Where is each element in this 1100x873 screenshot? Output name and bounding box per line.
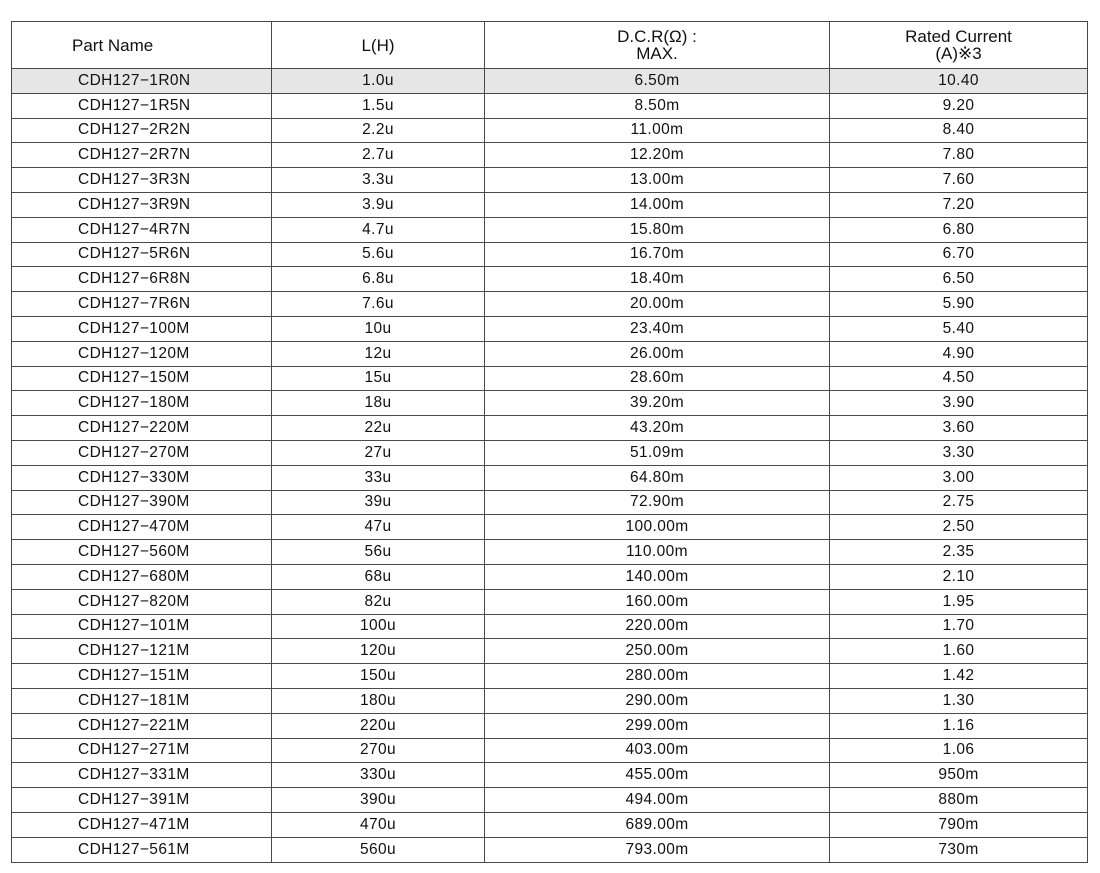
cell-part-name: CDH127−270M xyxy=(12,440,272,465)
table-row xyxy=(12,738,1088,763)
cell-part-name: CDH127−330M xyxy=(12,465,272,490)
cell-dcr: 455.00m xyxy=(485,763,830,788)
cell-rated-current: 9.20 xyxy=(830,93,1088,118)
table-row xyxy=(12,564,1088,589)
header-part-name: Part Name xyxy=(12,22,272,69)
cell-part-name: CDH127−121M xyxy=(12,639,272,664)
cell-dcr: 14.00m xyxy=(485,192,830,217)
cell-dcr: 12.20m xyxy=(485,143,830,168)
cell-rated-current: 4.50 xyxy=(830,366,1088,391)
cell-inductance: 330u xyxy=(272,763,485,788)
cell-part-name: CDH127−150M xyxy=(12,366,272,391)
cell-inductance: 39u xyxy=(272,490,485,515)
cell-rated-current: 6.50 xyxy=(830,267,1088,292)
cell-dcr: 100.00m xyxy=(485,515,830,540)
cell-part-name: CDH127−1R0N xyxy=(12,69,272,94)
cell-rated-current: 6.80 xyxy=(830,217,1088,242)
table-row xyxy=(12,366,1088,391)
header-dcr-line1: D.C.R(Ω) : xyxy=(617,27,697,46)
cell-inductance: 4.7u xyxy=(272,217,485,242)
cell-inductance: 56u xyxy=(272,540,485,565)
table-row xyxy=(12,192,1088,217)
cell-part-name: CDH127−120M xyxy=(12,341,272,366)
cell-rated-current: 2.50 xyxy=(830,515,1088,540)
cell-dcr: 220.00m xyxy=(485,614,830,639)
cell-part-name: CDH127−391M xyxy=(12,788,272,813)
cell-part-name: CDH127−561M xyxy=(12,837,272,862)
table-row xyxy=(12,217,1088,242)
cell-rated-current: 2.75 xyxy=(830,490,1088,515)
table-row xyxy=(12,837,1088,862)
header-row xyxy=(12,22,1088,69)
table-row xyxy=(12,614,1088,639)
cell-rated-current: 2.10 xyxy=(830,564,1088,589)
cell-inductance: 1.0u xyxy=(272,69,485,94)
header-rated-line1: Rated Current xyxy=(905,27,1012,46)
cell-dcr: 26.00m xyxy=(485,341,830,366)
cell-dcr: 20.00m xyxy=(485,292,830,317)
cell-dcr: 290.00m xyxy=(485,688,830,713)
table-row xyxy=(12,639,1088,664)
cell-rated-current: 7.60 xyxy=(830,168,1088,193)
cell-rated-current: 3.00 xyxy=(830,465,1088,490)
cell-inductance: 3.9u xyxy=(272,192,485,217)
cell-rated-current: 6.70 xyxy=(830,242,1088,267)
cell-part-name: CDH127−180M xyxy=(12,391,272,416)
cell-dcr: 403.00m xyxy=(485,738,830,763)
table-row xyxy=(12,143,1088,168)
cell-inductance: 1.5u xyxy=(272,93,485,118)
cell-part-name: CDH127−181M xyxy=(12,688,272,713)
cell-inductance: 6.8u xyxy=(272,267,485,292)
cell-rated-current: 4.90 xyxy=(830,341,1088,366)
cell-inductance: 68u xyxy=(272,564,485,589)
cell-inductance: 270u xyxy=(272,738,485,763)
cell-part-name: CDH127−471M xyxy=(12,812,272,837)
cell-part-name: CDH127−390M xyxy=(12,490,272,515)
cell-inductance: 2.7u xyxy=(272,143,485,168)
inductor-spec-table xyxy=(11,21,1088,863)
cell-inductance: 120u xyxy=(272,639,485,664)
cell-rated-current: 1.42 xyxy=(830,664,1088,689)
table-row xyxy=(12,465,1088,490)
cell-dcr: 160.00m xyxy=(485,589,830,614)
cell-part-name: CDH127−470M xyxy=(12,515,272,540)
cell-part-name: CDH127−4R7N xyxy=(12,217,272,242)
cell-dcr: 11.00m xyxy=(485,118,830,143)
cell-part-name: CDH127−1R5N xyxy=(12,93,272,118)
table-row xyxy=(12,589,1088,614)
cell-part-name: CDH127−560M xyxy=(12,540,272,565)
cell-rated-current: 8.40 xyxy=(830,118,1088,143)
cell-inductance: 150u xyxy=(272,664,485,689)
cell-inductance: 390u xyxy=(272,788,485,813)
cell-part-name: CDH127−2R2N xyxy=(12,118,272,143)
cell-dcr: 299.00m xyxy=(485,713,830,738)
cell-part-name: CDH127−680M xyxy=(12,564,272,589)
header-rated-line2: (A)※3 xyxy=(935,44,982,63)
table-row xyxy=(12,440,1088,465)
cell-rated-current: 950m xyxy=(830,763,1088,788)
cell-rated-current: 880m xyxy=(830,788,1088,813)
cell-rated-current: 2.35 xyxy=(830,540,1088,565)
cell-dcr: 793.00m xyxy=(485,837,830,862)
cell-inductance: 82u xyxy=(272,589,485,614)
header-rated-current xyxy=(830,22,1088,69)
cell-inductance: 47u xyxy=(272,515,485,540)
table-row xyxy=(12,788,1088,813)
cell-dcr: 494.00m xyxy=(485,788,830,813)
cell-dcr: 16.70m xyxy=(485,242,830,267)
cell-inductance: 12u xyxy=(272,341,485,366)
table-row xyxy=(12,242,1088,267)
cell-rated-current: 3.90 xyxy=(830,391,1088,416)
cell-inductance: 33u xyxy=(272,465,485,490)
cell-rated-current: 7.20 xyxy=(830,192,1088,217)
cell-dcr: 15.80m xyxy=(485,217,830,242)
cell-part-name: CDH127−2R7N xyxy=(12,143,272,168)
table-row xyxy=(12,763,1088,788)
cell-inductance: 18u xyxy=(272,391,485,416)
cell-inductance: 22u xyxy=(272,416,485,441)
cell-dcr: 28.60m xyxy=(485,366,830,391)
cell-rated-current: 3.60 xyxy=(830,416,1088,441)
cell-dcr: 6.50m xyxy=(485,69,830,94)
table-row xyxy=(12,664,1088,689)
table-row xyxy=(12,688,1088,713)
cell-inductance: 100u xyxy=(272,614,485,639)
cell-rated-current: 790m xyxy=(830,812,1088,837)
cell-part-name: CDH127−101M xyxy=(12,614,272,639)
cell-part-name: CDH127−820M xyxy=(12,589,272,614)
cell-part-name: CDH127−7R6N xyxy=(12,292,272,317)
cell-dcr: 18.40m xyxy=(485,267,830,292)
cell-part-name: CDH127−100M xyxy=(12,316,272,341)
cell-dcr: 140.00m xyxy=(485,564,830,589)
cell-dcr: 64.80m xyxy=(485,465,830,490)
cell-dcr: 250.00m xyxy=(485,639,830,664)
cell-part-name: CDH127−3R3N xyxy=(12,168,272,193)
cell-rated-current: 10.40 xyxy=(830,69,1088,94)
table-row xyxy=(12,391,1088,416)
cell-part-name: CDH127−271M xyxy=(12,738,272,763)
table-row xyxy=(12,341,1088,366)
cell-inductance: 7.6u xyxy=(272,292,485,317)
cell-part-name: CDH127−6R8N xyxy=(12,267,272,292)
cell-inductance: 2.2u xyxy=(272,118,485,143)
cell-rated-current: 7.80 xyxy=(830,143,1088,168)
table-row xyxy=(12,93,1088,118)
cell-dcr: 280.00m xyxy=(485,664,830,689)
cell-dcr: 13.00m xyxy=(485,168,830,193)
cell-rated-current: 5.90 xyxy=(830,292,1088,317)
cell-inductance: 180u xyxy=(272,688,485,713)
cell-rated-current: 1.70 xyxy=(830,614,1088,639)
cell-part-name: CDH127−3R9N xyxy=(12,192,272,217)
cell-rated-current: 3.30 xyxy=(830,440,1088,465)
cell-inductance: 5.6u xyxy=(272,242,485,267)
cell-part-name: CDH127−221M xyxy=(12,713,272,738)
header-inductance: L(H) xyxy=(272,22,485,69)
cell-rated-current: 1.16 xyxy=(830,713,1088,738)
table-row xyxy=(12,540,1088,565)
cell-rated-current: 1.06 xyxy=(830,738,1088,763)
cell-rated-current: 1.95 xyxy=(830,589,1088,614)
table-row xyxy=(12,267,1088,292)
cell-rated-current: 5.40 xyxy=(830,316,1088,341)
table-row xyxy=(12,812,1088,837)
cell-inductance: 470u xyxy=(272,812,485,837)
cell-dcr: 72.90m xyxy=(485,490,830,515)
table-row xyxy=(12,292,1088,317)
table-row xyxy=(12,713,1088,738)
cell-inductance: 10u xyxy=(272,316,485,341)
cell-part-name: CDH127−220M xyxy=(12,416,272,441)
cell-inductance: 27u xyxy=(272,440,485,465)
table-header xyxy=(12,22,1088,69)
header-dcr-line2: MAX. xyxy=(636,44,678,63)
table-row xyxy=(12,416,1088,441)
table-row xyxy=(12,69,1088,94)
cell-dcr: 51.09m xyxy=(485,440,830,465)
cell-part-name: CDH127−331M xyxy=(12,763,272,788)
cell-rated-current: 1.60 xyxy=(830,639,1088,664)
cell-dcr: 689.00m xyxy=(485,812,830,837)
cell-rated-current: 730m xyxy=(830,837,1088,862)
table-row xyxy=(12,118,1088,143)
table-row xyxy=(12,515,1088,540)
cell-dcr: 39.20m xyxy=(485,391,830,416)
cell-inductance: 220u xyxy=(272,713,485,738)
cell-dcr: 110.00m xyxy=(485,540,830,565)
header-dcr xyxy=(485,22,830,69)
cell-inductance: 3.3u xyxy=(272,168,485,193)
cell-rated-current: 1.30 xyxy=(830,688,1088,713)
cell-dcr: 23.40m xyxy=(485,316,830,341)
table-row xyxy=(12,316,1088,341)
cell-dcr: 43.20m xyxy=(485,416,830,441)
cell-inductance: 560u xyxy=(272,837,485,862)
table-row xyxy=(12,490,1088,515)
table-row xyxy=(12,168,1088,193)
cell-inductance: 15u xyxy=(272,366,485,391)
table-body xyxy=(12,69,1088,863)
cell-part-name: CDH127−5R6N xyxy=(12,242,272,267)
cell-dcr: 8.50m xyxy=(485,93,830,118)
cell-part-name: CDH127−151M xyxy=(12,664,272,689)
